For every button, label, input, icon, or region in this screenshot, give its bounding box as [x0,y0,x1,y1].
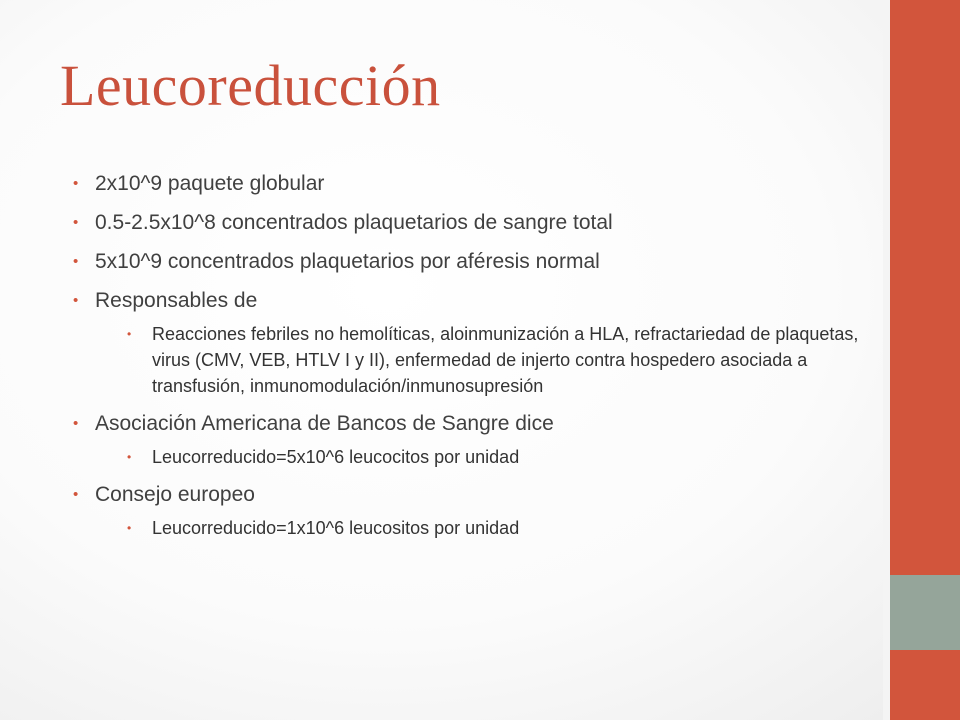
bullet-icon: • [127,327,132,341]
bullet-text: Consejo europeo [95,483,255,506]
slide-title: Leucoreducción [60,53,441,118]
bullet-item [70,481,860,541]
bullet-item [70,248,860,276]
bullet-text: 2x10^9 paquete globular [95,172,325,195]
bullet-item [70,287,860,399]
sub-bullet-list [95,321,860,399]
sub-bullet-text: Leucorreducido=5x10^6 leucocitos por unidad [152,447,520,467]
side-stripe-top [890,0,960,575]
sub-bullet-list [95,515,860,541]
bullet-text: 5x10^9 concentrados plaquetarios por aféresis normal [95,250,600,273]
side-stripe-bottom [890,650,960,720]
sub-bullet-item [120,321,860,399]
bullet-icon: • [73,415,79,432]
sub-bullet-list [95,444,860,470]
sub-bullet-text: Reacciones febriles no hemolíticas, aloinmunización a HLA, refractariedad de plaquetas, virus (CMV, VEB, HTLV I y II), enfermedad de injerto contra hospedero asociada a transfusión, inmunomodulación/inmunosupresión [152,324,859,396]
bullet-text: Asociación Americana de Bancos de Sangre dice [95,412,554,435]
bullet-icon: • [127,450,132,464]
bullet-item [70,410,860,470]
bullet-list [70,170,860,541]
bullet-icon: • [73,175,79,192]
side-stripe-gap [883,0,890,720]
bullet-text: 0.5-2.5x10^8 concentrados plaquetarios de sangre total [95,211,613,234]
bullet-item [70,209,860,237]
slide-content [70,170,860,552]
bullet-icon: • [127,521,132,535]
bullet-icon: • [73,253,79,270]
sub-bullet-text: Leucorreducido=1x10^6 leucositos por unidad [152,518,520,538]
sub-bullet-item [120,444,860,470]
side-stripe-middle [890,575,960,650]
bullet-icon: • [73,292,79,309]
bullet-item [70,170,860,198]
sub-bullet-item [120,515,860,541]
bullet-icon: • [73,214,79,231]
bullet-icon: • [73,486,79,503]
bullet-text: Responsables de [95,289,258,312]
